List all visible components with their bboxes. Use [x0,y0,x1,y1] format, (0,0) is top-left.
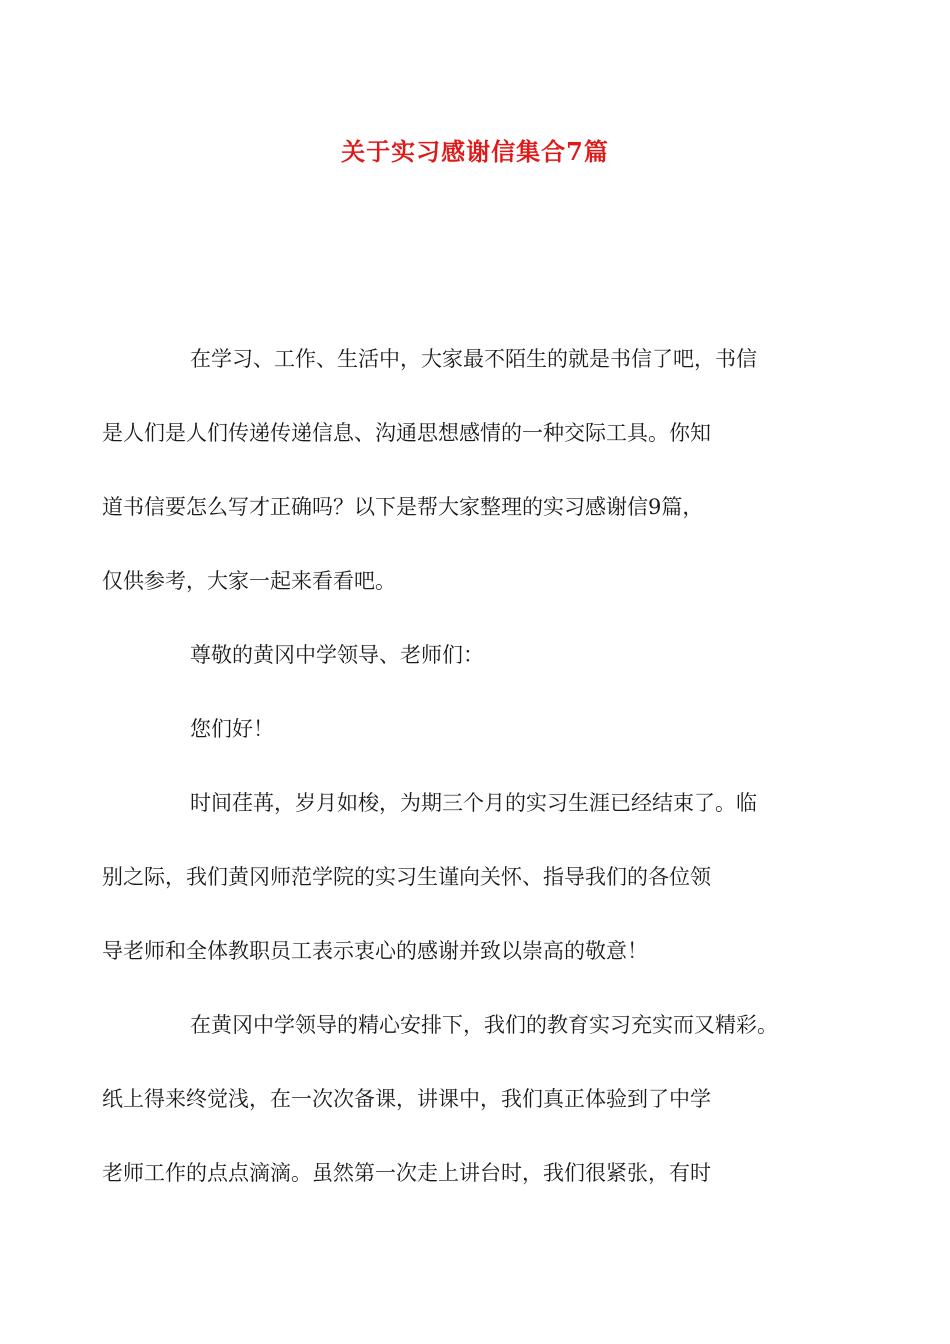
paragraph-greeting [146,692,832,766]
document-body [102,322,832,1210]
text-line: 纸上得来终觉浅，在一次次备课，讲课中，我们真正体验到了中学 [102,1087,711,1111]
paragraph-intro [102,322,832,618]
text-line: 在学习、工作、生活中，大家最不陌生的就是书信了吧，书信 [190,347,757,371]
text-line: 导老师和全体教职员工表示衷心的感谢并致以崇高的敬意！ [102,939,648,963]
paragraph-internship [102,988,832,1210]
paragraph-thanks [102,766,832,988]
text-line: 老师工作的点点滴滴。虽然第一次走上讲台时，我们很紧张，有时 [102,1161,711,1185]
text-line: 尊敬的黄冈中学领导、老师们： [190,643,484,667]
text-line: 道书信要怎么写才正确吗？以下是帮大家整理的实习感谢信9篇， [102,495,704,519]
text-line: 时间荏苒，岁月如梭，为期三个月的实习生涯已经结束了。临 [190,791,757,815]
text-line: 您们好！ [190,717,274,741]
text-line: 别之际，我们黄冈师范学院的实习生谨向关怀、指导我们的各位领 [102,865,711,889]
text-line: 仅供参考，大家一起来看看吧。 [102,569,396,593]
paragraph-salutation [146,618,832,692]
text-line: 在黄冈中学领导的精心安排下，我们的教育实习充实而又精彩。 [190,1013,778,1037]
document-title: 关于实习感谢信集合7篇 [341,137,609,166]
text-line: 是人们是人们传递传递信息、沟通思想感情的一种交际工具。你知 [102,421,711,445]
